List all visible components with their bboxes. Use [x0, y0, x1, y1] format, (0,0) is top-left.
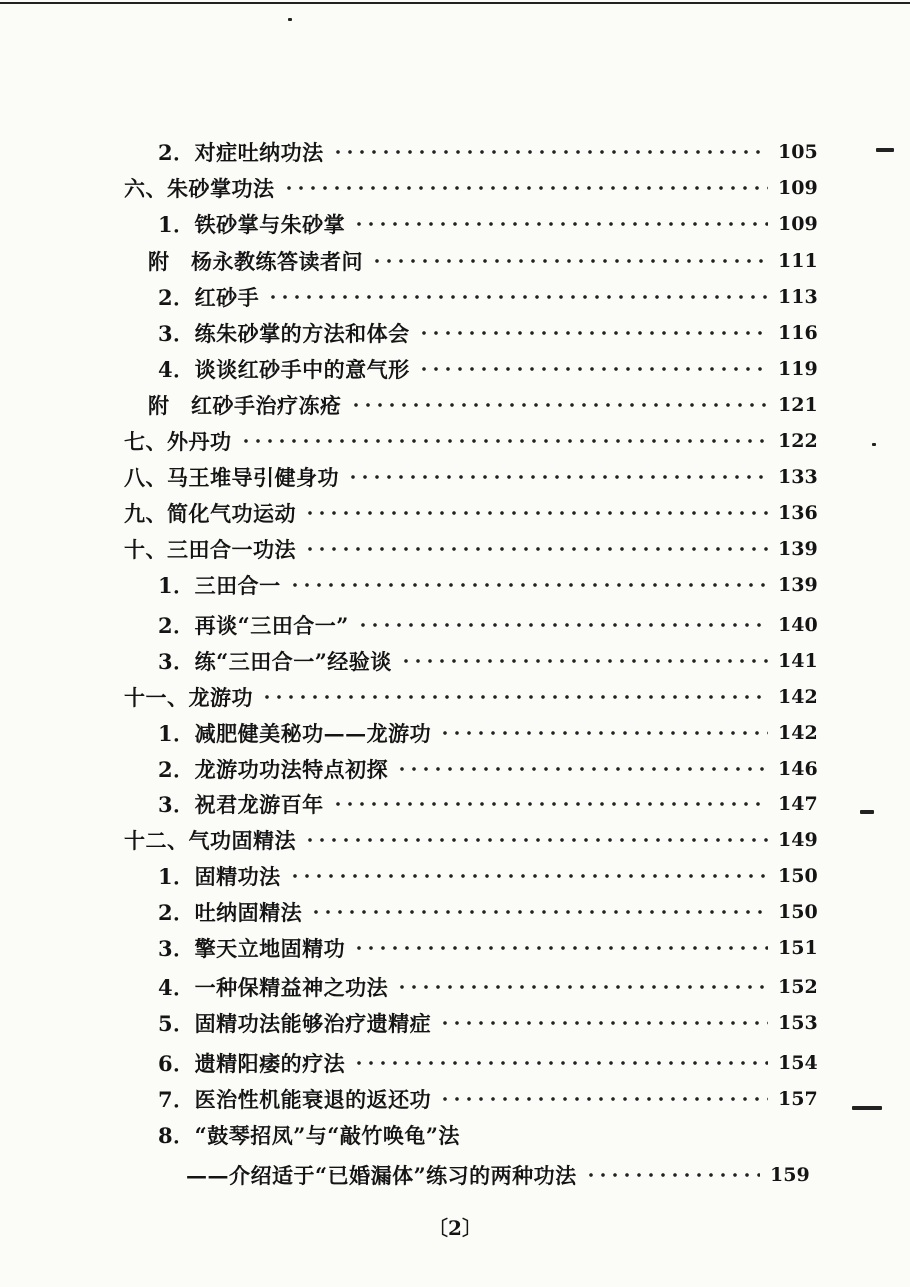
top-border-line [0, 2, 910, 4]
toc-entry [0, 1157, 910, 1193]
toc-entry-title: 2．龙游功功法特点初探 [158, 757, 389, 782]
toc-entry-title: 九、简化气功运动 [124, 501, 296, 526]
toc-entry-title: 4．谈谈红砂手中的意气形 [158, 357, 410, 382]
toc-entry-page: 113 [778, 286, 818, 308]
toc-entry-page: 151 [778, 937, 818, 959]
toc-entry [0, 351, 910, 387]
toc-entry-page: 109 [778, 213, 818, 235]
toc-entry-title: 5．固精功法能够治疗遗精症 [158, 1011, 432, 1036]
toc-entry [0, 643, 910, 679]
toc-entry-title: 6．遗精阳痿的疗法 [158, 1051, 346, 1076]
dot-leader [400, 659, 768, 663]
toc-entry [0, 822, 910, 858]
toc-entry-title: 附 杨永教练答读者问 [148, 249, 363, 274]
toc-entry-title: 3．练朱砂掌的方法和体会 [158, 321, 410, 346]
toc-entry-title: 2．对症吐纳功法 [158, 140, 324, 165]
toc-entry-page: 119 [778, 358, 818, 380]
toc-entry-page: 146 [778, 758, 818, 780]
toc-entry-title: 1．铁砂掌与朱砂掌 [158, 212, 346, 237]
toc-entry-page: 109 [778, 177, 818, 199]
dot-leader [439, 731, 768, 735]
page-number: 〔2〕 [428, 1216, 482, 1240]
toc-entry-page: 157 [778, 1088, 818, 1110]
toc-entry-page: 139 [778, 538, 818, 560]
dot-leader [357, 623, 768, 627]
toc-entry-page: 133 [778, 466, 818, 488]
toc-entry-page: 142 [778, 722, 818, 744]
toc-entry-page: 154 [778, 1052, 818, 1074]
toc-entry-page: 147 [778, 793, 818, 815]
toc-entry [0, 495, 910, 531]
toc-entry-page: 116 [778, 322, 818, 344]
dot-leader [283, 186, 769, 190]
toc-entry-page: 152 [778, 976, 818, 998]
toc-entry-title: 2．吐纳固精法 [158, 900, 303, 925]
toc-entry-page: 153 [778, 1012, 818, 1034]
toc-entry-title: 3．祝君龙游百年 [158, 792, 324, 817]
toc-entry [0, 170, 910, 206]
toc-entry [0, 1081, 910, 1117]
toc-entry [0, 279, 910, 315]
toc-entry-title: 8．“鼓琴招凤”与“敲竹唤龟”法 [158, 1123, 460, 1148]
toc-entry-page: 150 [778, 901, 818, 923]
toc-entry-title: 7．医治性机能衰退的返还功 [158, 1087, 432, 1112]
dot-leader [585, 1173, 760, 1177]
dot-leader [350, 403, 769, 407]
toc-entry-page: 141 [778, 650, 818, 672]
toc-entry [0, 315, 910, 351]
toc-entry-title: 3．练“三田合一”经验谈 [158, 649, 392, 674]
toc-entry-title: 附 红砂手治疗冻疮 [148, 393, 342, 418]
toc-entry [0, 786, 910, 822]
toc-entry [0, 423, 910, 459]
toc-entry [0, 134, 910, 170]
dot-leader [371, 259, 768, 263]
toc-entry-page: 150 [778, 865, 818, 887]
dot-leader [439, 1021, 768, 1025]
dot-leader [396, 767, 768, 771]
dot-leader [332, 150, 768, 154]
dot-leader [261, 695, 768, 699]
toc-entry-page: 149 [778, 829, 818, 851]
scan-speck [288, 18, 292, 21]
toc-entry-page: 140 [778, 614, 818, 636]
toc-entry-page: 111 [778, 250, 818, 272]
dot-leader [353, 1061, 768, 1065]
toc-entry [0, 930, 910, 966]
dot-leader [439, 1097, 768, 1101]
toc-entry [0, 858, 910, 894]
dot-leader [310, 910, 768, 914]
toc-entry-page: 139 [778, 574, 818, 596]
toc-entry-title: 六、朱砂掌功法 [124, 176, 275, 201]
toc-entry [0, 715, 910, 751]
toc-entry-title: 4．一种保精益神之功法 [158, 975, 389, 1000]
toc-entry [0, 1117, 910, 1153]
toc-entry [0, 1005, 910, 1041]
toc-entry [0, 1045, 910, 1081]
toc-entry [0, 531, 910, 567]
toc-entry-page: 142 [778, 686, 818, 708]
dot-leader [304, 547, 768, 551]
toc-entry-page: 121 [778, 394, 818, 416]
toc-entry [0, 894, 910, 930]
dot-leader [240, 439, 769, 443]
toc-entry-title: 十二、气功固精法 [124, 828, 296, 853]
dot-leader [353, 222, 768, 226]
toc-entry-title: 十、三田合一功法 [124, 537, 296, 562]
dot-leader [418, 331, 768, 335]
toc-entry [0, 243, 910, 279]
toc-entry [0, 459, 910, 495]
dot-leader [353, 946, 768, 950]
toc-entry-title: 3．擎天立地固精功 [158, 936, 346, 961]
toc-entry-title: 2．红砂手 [158, 285, 260, 310]
toc-entry-page: 105 [778, 141, 818, 163]
dot-leader [347, 475, 768, 479]
dot-leader [267, 295, 768, 299]
toc-entry-title: 七、外丹功 [124, 429, 232, 454]
toc-entry-title: ——介绍适于“已婚漏体”练习的两种功法 [186, 1163, 577, 1188]
dot-leader [396, 985, 768, 989]
dot-leader [304, 511, 768, 515]
dot-leader [304, 838, 768, 842]
toc-entry-title: 1．三田合一 [158, 573, 281, 598]
toc-entry-title: 十一、龙游功 [124, 685, 253, 710]
toc-entry-page: 159 [770, 1164, 810, 1186]
toc-entry [0, 206, 910, 242]
toc-entry [0, 387, 910, 423]
toc-entry [0, 969, 910, 1005]
toc-entry-title: 1．固精功法 [158, 864, 281, 889]
dot-leader [289, 874, 768, 878]
toc-entry-title: 1．减肥健美秘功——龙游功 [158, 721, 432, 746]
toc-entry [0, 679, 910, 715]
toc-entry [0, 607, 910, 643]
toc-entry [0, 567, 910, 603]
dot-leader [289, 583, 768, 587]
toc-entry-title: 八、马王堆导引健身功 [124, 465, 339, 490]
toc-entry-page: 136 [778, 502, 818, 524]
toc-entry [0, 751, 910, 787]
dot-leader [332, 802, 768, 806]
dot-leader [418, 367, 768, 371]
toc-entry-title: 2．再谈“三田合一” [158, 613, 349, 638]
toc-entry-page: 122 [778, 430, 818, 452]
